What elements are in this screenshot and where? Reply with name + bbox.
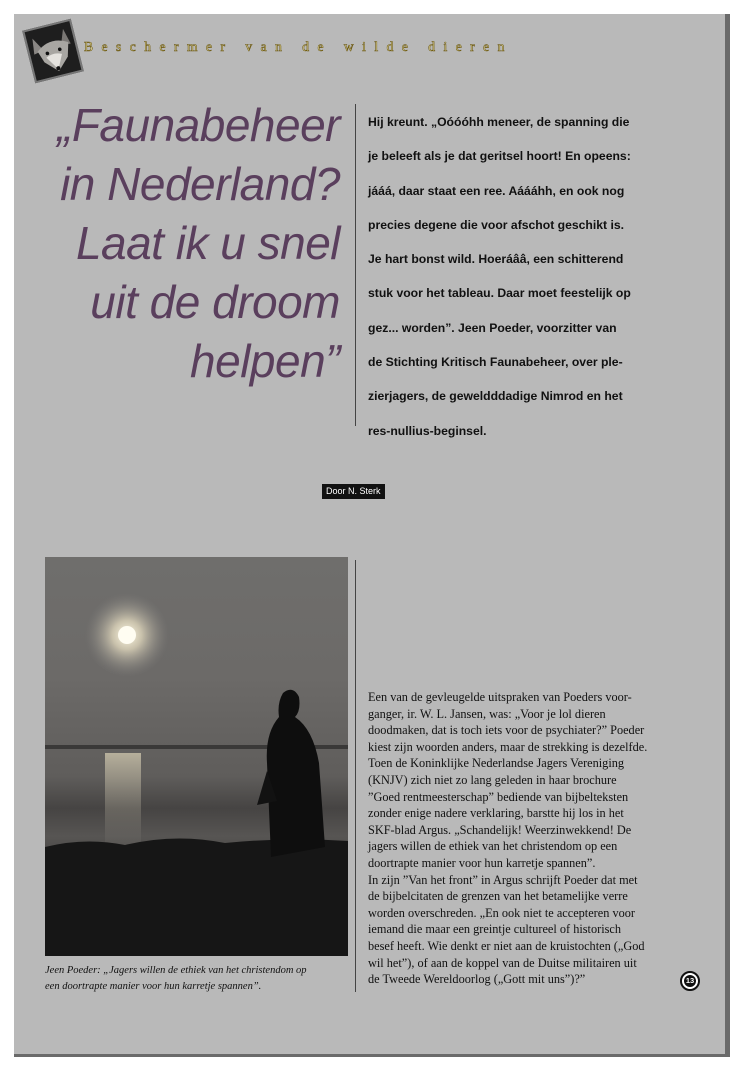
intro-line: de Stichting Kritisch Faunabeheer, over ple- bbox=[368, 355, 623, 370]
headline-quote bbox=[40, 96, 340, 391]
intro-line: res-nullius-beginsel. bbox=[368, 423, 487, 438]
body-line: doortrapte manier voor hun karretje spannen”. bbox=[368, 855, 596, 870]
body-line: Een van de gevleugelde uitspraken van Poeders voor- bbox=[368, 690, 632, 704]
intro-line: Je hart bonst wild. Hoeráââ, een schitterend bbox=[368, 252, 624, 267]
intro-line: stuk voor het tableau. Daar moet feestelijk op bbox=[368, 286, 631, 301]
intro-line: je beleeft als je dat geritsel hoort! En opeens: bbox=[368, 149, 631, 164]
body-line: zonder enige nadere verklaring, barstte hij los in het bbox=[368, 806, 624, 821]
body-line: (KNJV) zich niet zo lang geleden in haar brochure bbox=[368, 772, 617, 787]
body-line: SKF-blad Argus. „Schandelijk! Weerzinwekkend! De bbox=[368, 822, 632, 837]
intro-paragraph bbox=[368, 105, 674, 448]
body-line: worden overschreden. „En ook niet te accepteren voor bbox=[368, 905, 635, 920]
article-body bbox=[368, 689, 688, 988]
body-line: doodmaken, dat is toch iets voor de psychiater?” Poeder bbox=[368, 723, 645, 738]
body-line: de bijbelcitaten de grenzen van het betamelijke verre bbox=[368, 889, 628, 904]
body-line: Toen de Koninklijke Nederlandse Jagers Vereniging bbox=[368, 756, 625, 771]
intro-line: Hij kreunt. „Oóóóhh meneer, de spanning die bbox=[368, 115, 630, 129]
intro-line: jááá, daar staat een ree. Aáááhh, en ook nog bbox=[368, 183, 625, 198]
byline-label: Door N. Sterk bbox=[322, 484, 385, 499]
body-line: jagers willen de ethiek van het christendom op een bbox=[368, 839, 618, 854]
headline-quote-line: in Nederland? bbox=[60, 158, 340, 210]
body-line: wil het”), of aan de koppel van de Duitse militairen uit bbox=[368, 955, 637, 970]
body-line: kiest zijn woorden anders, maar de strekking is dezelfde. bbox=[368, 739, 648, 754]
headline-quote-line: „Faunabeheer bbox=[57, 99, 340, 151]
body-line: de Tweede Wereldoorlog („Gott mit uns”)?” bbox=[368, 972, 586, 987]
body-line: ”Goed rentmeesterschap” bediende van bijbelteksten bbox=[368, 789, 629, 804]
section-kicker: Beschermer van de wilde dieren bbox=[84, 39, 513, 54]
headline-quote-line: uit de droom bbox=[90, 276, 340, 328]
photo-caption bbox=[45, 963, 348, 995]
page-number: 13 bbox=[685, 976, 695, 985]
page-edge-shadow bbox=[725, 14, 730, 1054]
column-divider-lower bbox=[355, 560, 356, 992]
body-line: In zijn ”Van het front” in Argus schrijft Poeder dat met bbox=[368, 872, 638, 887]
caption-line: een doortrapte manier voor hun karretje spannen”. bbox=[45, 981, 262, 992]
body-line: iemand die maar een greintje cultureel of historisch bbox=[368, 922, 622, 937]
intro-line: zierjagers, de geweldddadige Nimrod en het bbox=[368, 389, 623, 404]
body-line: ganger, ir. W. L. Jansen, was: „Voor je lol dieren bbox=[368, 706, 606, 721]
intro-line: gez... worden”. Jeen Poeder, voorzitter van bbox=[368, 320, 617, 335]
headline-quote-line: helpen” bbox=[190, 335, 340, 387]
column-divider bbox=[355, 104, 356, 426]
caption-line: Jeen Poeder: „Jagers willen de ethiek van het christendom op bbox=[45, 965, 307, 976]
article-photo bbox=[45, 557, 348, 956]
headline-quote-line: Laat ik u snel bbox=[75, 217, 340, 269]
intro-line: precies degene die voor afschot geschikt is. bbox=[368, 217, 625, 232]
page-number-badge bbox=[680, 971, 700, 991]
page-edge-shadow-bottom bbox=[14, 1054, 730, 1057]
body-line: besef heeft. Wie denkt er niet aan de kruistochten („God bbox=[368, 938, 645, 953]
